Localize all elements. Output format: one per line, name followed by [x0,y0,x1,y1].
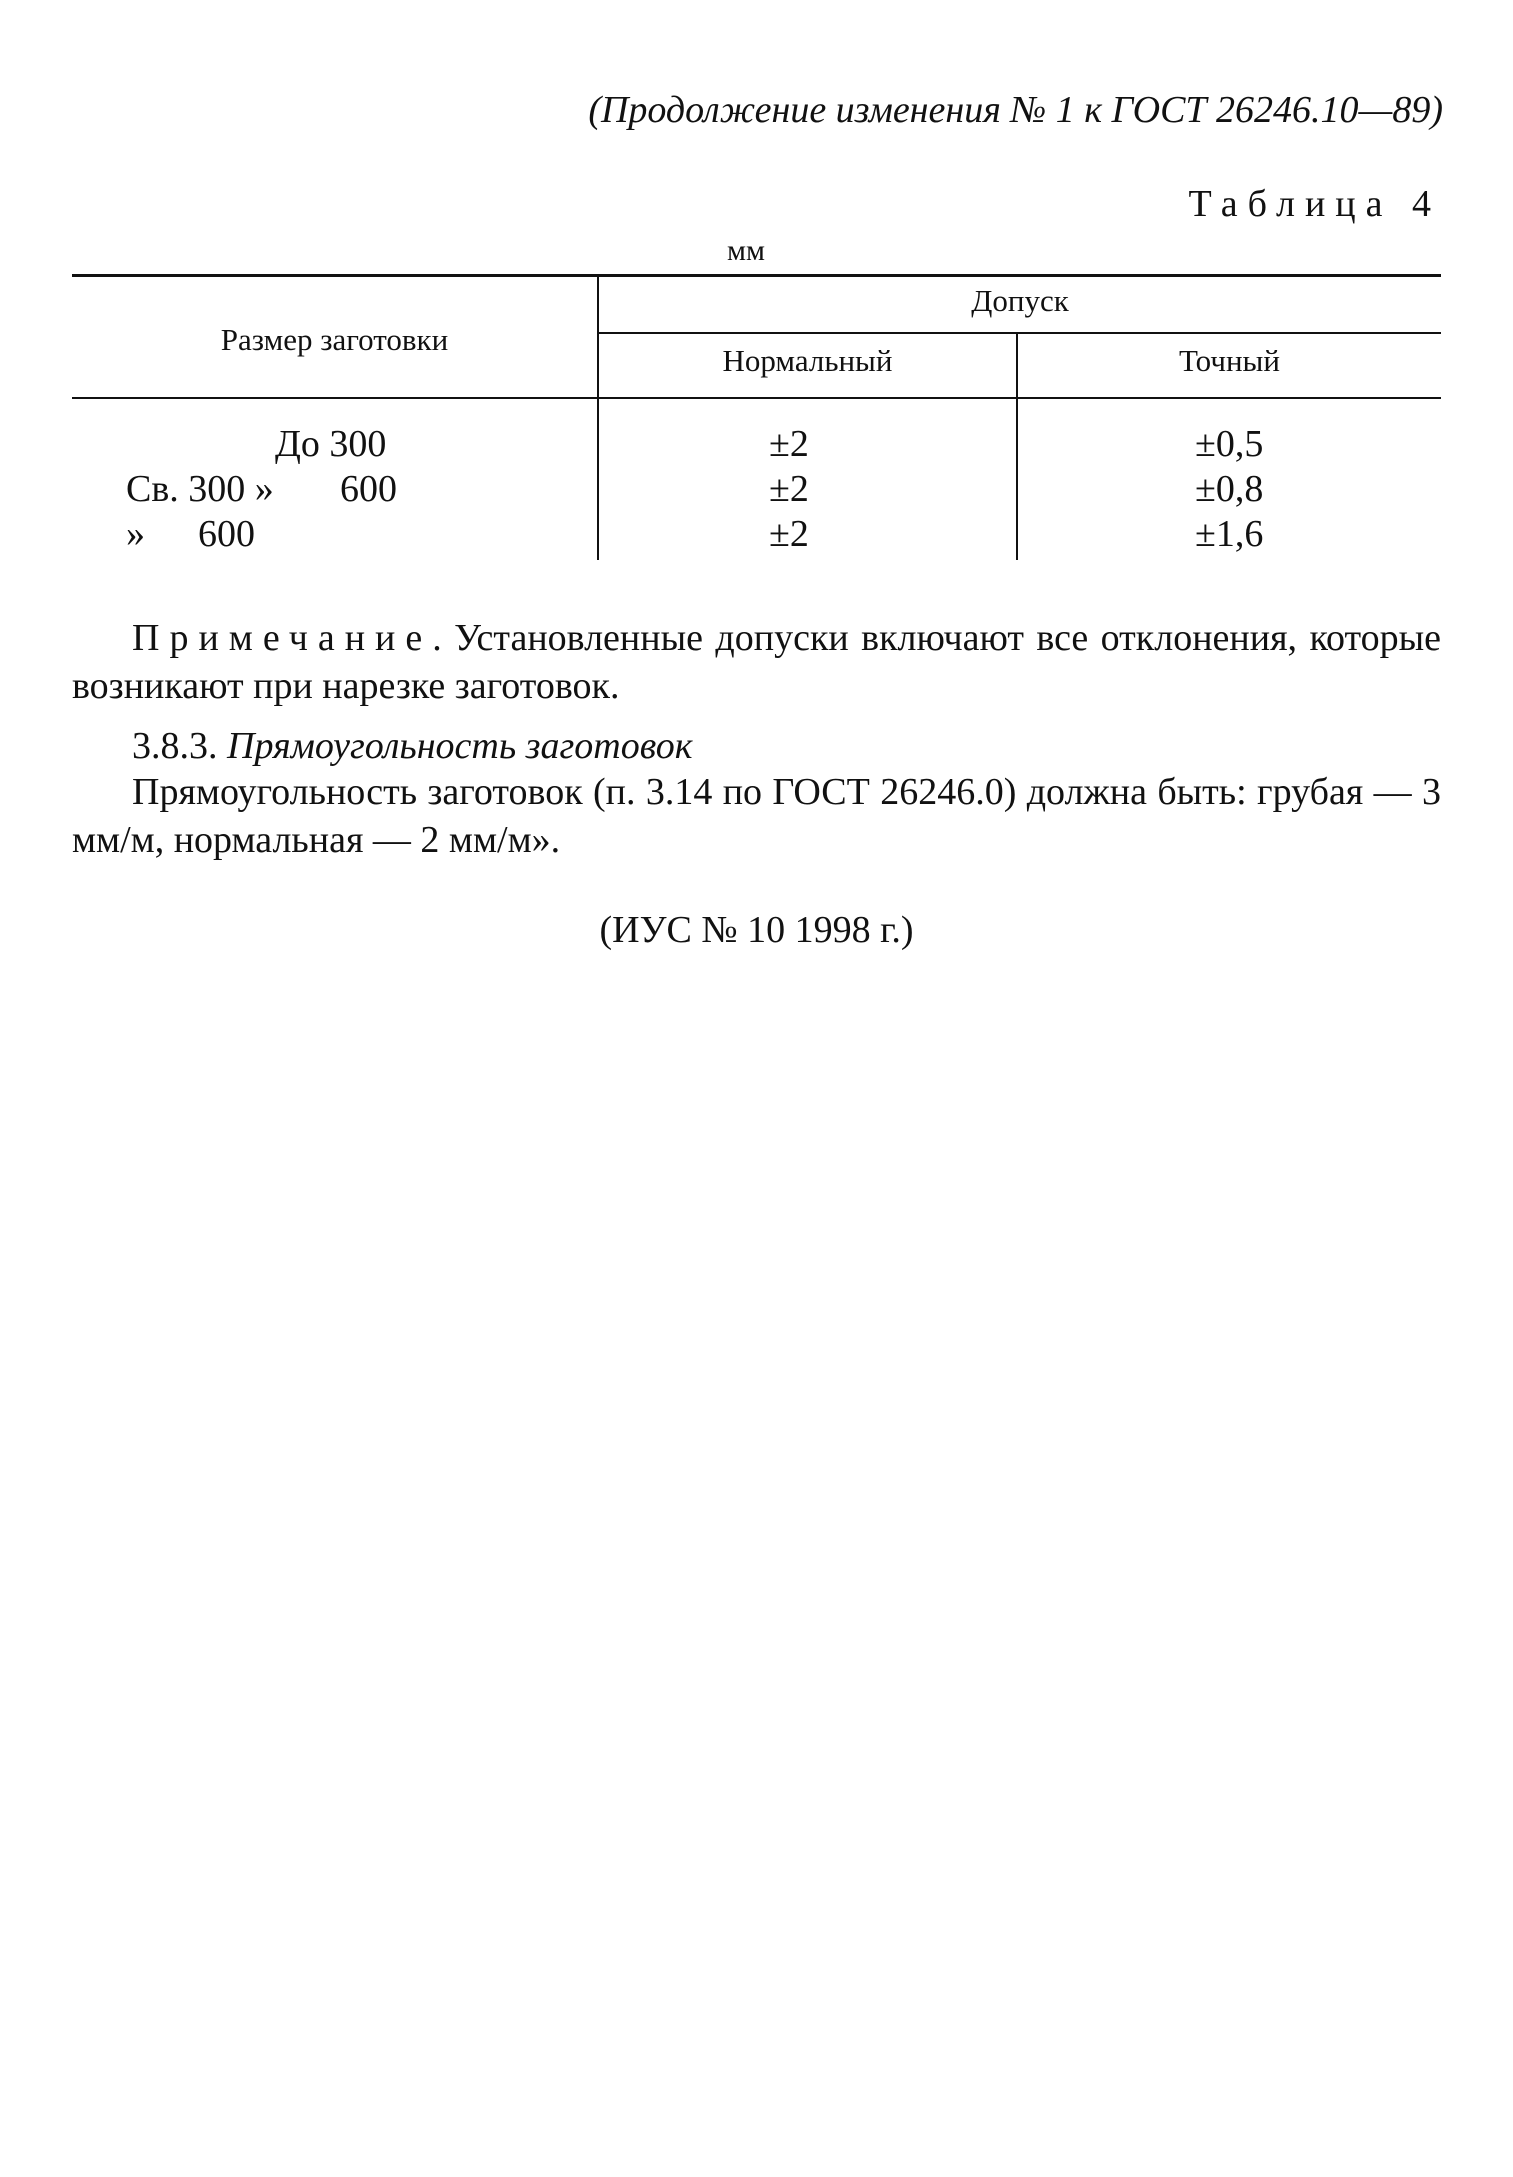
header-tolerance: Допуск [971,283,1069,318]
section-number: 3.8.3. [132,725,218,767]
note-text: . Установленные допуски включают все отклонения, которые возникают при нарезке заготовок. [72,617,1441,707]
table-top-rule [72,274,1441,277]
header-size: Размер заготовки [220,322,449,357]
row2-size-to: 600 [340,468,397,510]
row3-size-to: 600 [198,513,255,555]
row3-normal: ±2 [769,513,809,555]
section-body: Прямоугольность заготовок (п. 3.14 по ГОСТ 26246.0) должна быть: грубая — 3 мм/м, нормальная — 2 мм/м». [72,771,1441,861]
header-normal: Нормальный [722,343,893,378]
row2-normal: ±2 [769,468,809,510]
row2-size-prefix: Св. 300 » [126,468,274,510]
section-title: Прямоугольность заготовок [227,725,693,767]
row1-normal: ±2 [769,423,809,465]
header-precise: Точный [1179,343,1280,378]
row3-size-prefix: » [126,513,145,555]
table-note [72,614,1441,710]
note-label: Примечание [132,617,433,659]
footer-reference: (ИУС № 10 1998 г.) [599,909,914,951]
document-header: (Продолжение изменения № 1 к ГОСТ 26246.10—89) [588,89,1443,131]
table-unit: мм [727,234,765,267]
row2-precise: ±0,8 [1195,468,1264,510]
section-heading [132,722,693,770]
table-subheader-rule [598,332,1441,334]
table-header-rule [72,397,1441,399]
row1-precise: ±0,5 [1195,423,1264,465]
row3-precise: ±1,6 [1195,513,1264,555]
row1-size: До 300 [275,423,387,465]
table-label: Таблица 4 [1188,183,1441,225]
